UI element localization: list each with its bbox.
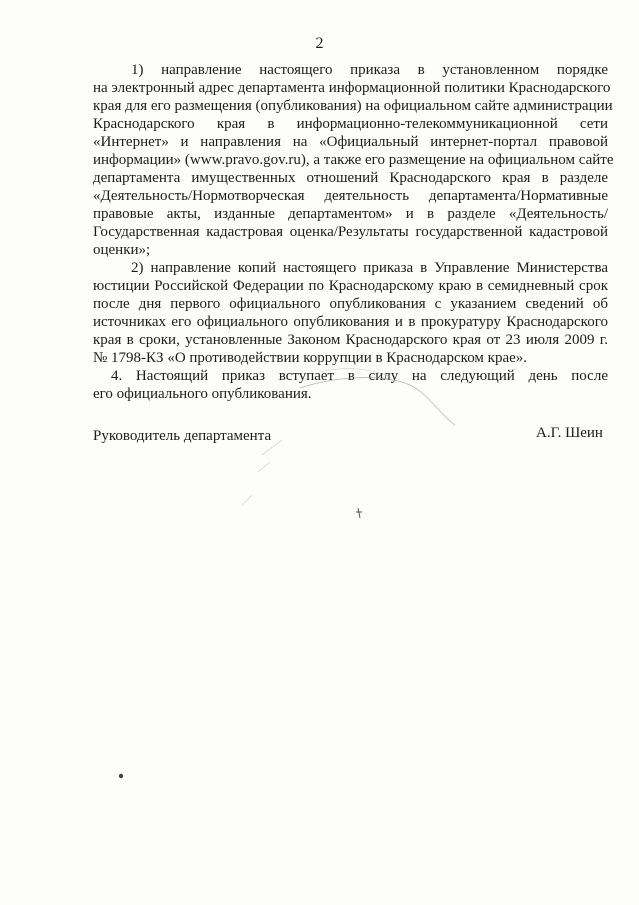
paragraph-1-line: на электронный адрес департамента информационной политики Краснодарского: [93, 80, 611, 96]
paragraph-2-line: источниках его официального опубликования и в прокуратуру Краснодарского: [93, 314, 608, 330]
paragraph-1-line: оценки»;: [93, 242, 151, 258]
paragraph-1-line: края для его размещения (опубликования) на официальном сайте администрации: [93, 98, 613, 114]
signatory-position: Руководитель департамента: [93, 428, 272, 444]
signatory-name: А.Г. Шеин: [536, 425, 603, 441]
paragraph-3-line: его официального опубликования.: [93, 386, 312, 402]
paragraph-1-line: «Деятельность/Нормотворческая деятельность департамента/Нормативные: [93, 188, 608, 204]
paragraph-1-line: департамента имущественных отношений Краснодарского края в разделе: [93, 170, 608, 186]
paragraph-1-line: 1) направление настоящего приказа в установленном порядке: [131, 62, 608, 78]
paragraph-2-line: 2) направление копий настоящего приказа в Управление Министерства: [131, 260, 608, 276]
paragraph-2-line: № 1798-КЗ «О противодействии коррупции в Краснодарском крае».: [93, 350, 528, 366]
paragraph-1-line: информации» (www.pravo.gov.ru), а также его размещение на официальном сайте: [93, 152, 614, 168]
paragraph-1-line: Государственная кадастровая оценка/Результаты государственной кадастровой: [93, 224, 608, 240]
paragraph-2-line: после дня первого официального опубликования с указанием сведений об: [93, 296, 608, 312]
paragraph-3-line: 4. Настоящий приказ вступает в силу на следующий день после: [111, 368, 608, 384]
paragraph-1-line: Краснодарского края в информационно-телекоммуникационной сети: [93, 116, 608, 132]
page-number: 2: [315, 35, 324, 52]
paragraph-2-line: края в сроки, установленные Законом Краснодарского края от 23 июля 2009 г.: [93, 332, 608, 348]
paragraph-1-line: «Интернет» и направления на «Официальный интернет-портал правовой: [93, 134, 608, 150]
paragraph-2-line: юстиции Российской Федерации по Краснодарскому краю в семидневный срок: [93, 278, 608, 294]
paragraph-1-line: правовые акты, изданные департаментом» и в разделе «Деятельность/: [93, 206, 608, 222]
